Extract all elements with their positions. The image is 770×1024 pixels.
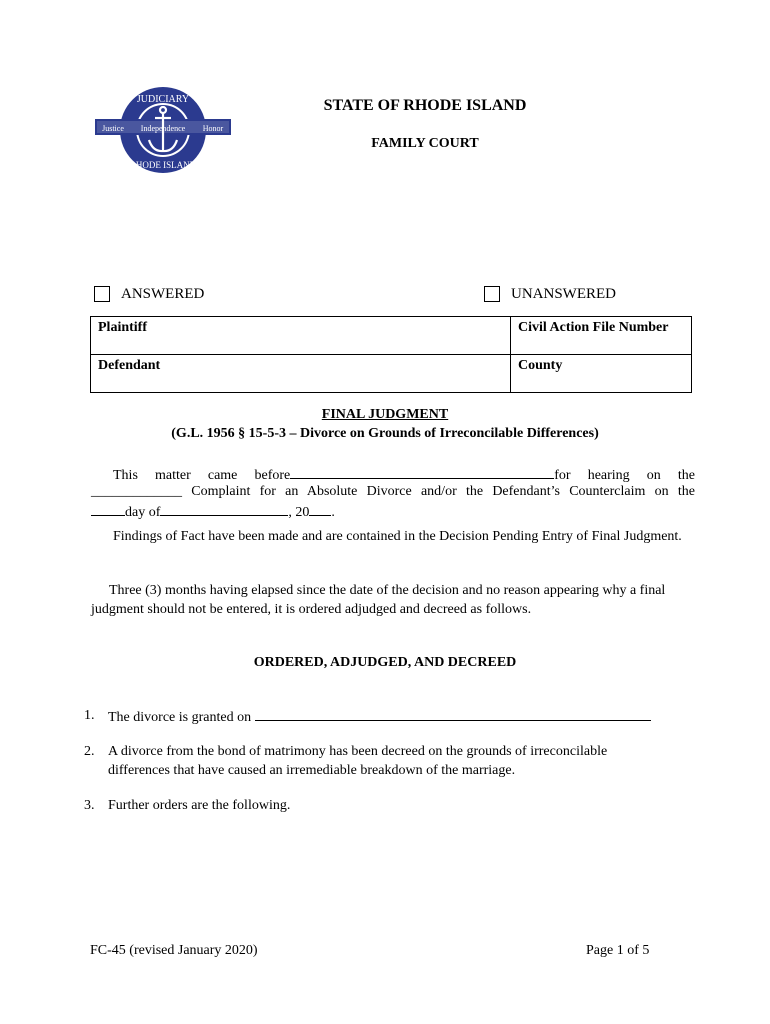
county-field[interactable] [511,355,692,393]
day-blank[interactable] [91,501,125,516]
paragraph-3: Three (3) months having elapsed since the date of the decision and no reason appearing why a final judgment should not be entered, it is ordered adjudged and decreed as follows. [91,583,666,617]
unanswered-checkbox[interactable] [484,286,500,302]
paragraph-1-line-3 [91,501,695,523]
order-number: 2. [84,744,95,759]
p1-text-b: for hearing on the [554,468,695,483]
page-number: Page 1 of 5 [586,943,650,958]
judgment-subtitle: (G.L. 1956 § 15-5-3 – Divorce on Grounds of Irreconcilable Differences) [171,426,599,441]
plaintiff-field[interactable] [91,317,511,355]
order-text: A divorce from the bond of matrimony has been decreed on the grounds of irreconcilable differences that have caused an irremediable breakdown of the marriage. [108,744,608,778]
unanswered-label: UNANSWERED [511,286,616,302]
seal-band-left: Justice [102,124,124,133]
case-caption-table [90,316,692,393]
order-text: Further orders are the following. [108,798,291,813]
seal-band-center: Independence [140,124,186,133]
ordered-heading: ORDERED, ADJUDGED, AND DECREED [253,655,517,670]
order-text: The divorce is granted on [108,710,252,725]
judge-name-blank[interactable] [290,464,554,479]
defendant-field[interactable] [91,355,511,393]
grounds-blank[interactable] [255,706,651,721]
answered-checkbox[interactable] [94,286,110,302]
plaintiff-label: Plaintiff [98,320,147,335]
answered-label: ANSWERED [121,286,205,302]
county-label: County [518,358,563,373]
court-heading: FAMILY COURT [371,136,479,151]
seal-top-text: JUDICIARY [136,94,190,105]
paragraph-2: Findings of Fact have been made and are contained in the Decision Pending Entry of Final Judgment. [113,529,682,544]
p1-text-d: day of [125,505,161,520]
form-id: FC-45 (revised January 2020) [90,943,258,958]
order-number: 3. [84,798,95,813]
p1-text-c: _____________ Complaint for an Absolute Divorce and/or the Defendant’s Counterclaim on the [91,484,695,499]
order-number: 1. [84,708,95,723]
p1-text-a: This matter came before [113,468,291,483]
p1-text-e: , 20 [288,505,310,520]
seal-bottom-text: RHODE ISLAND [129,160,197,170]
file-number-field[interactable] [511,317,692,355]
judgment-title: FINAL JUDGMENT [321,407,449,422]
defendant-label: Defendant [98,358,161,373]
month-blank[interactable] [160,501,288,516]
p1-text-f: . [331,505,335,520]
seal-band-right: Honor [202,124,224,133]
year-blank[interactable] [309,501,331,516]
state-heading: STATE OF RHODE ISLAND [323,97,527,114]
file-number-label: Civil Action File Number [518,320,669,335]
